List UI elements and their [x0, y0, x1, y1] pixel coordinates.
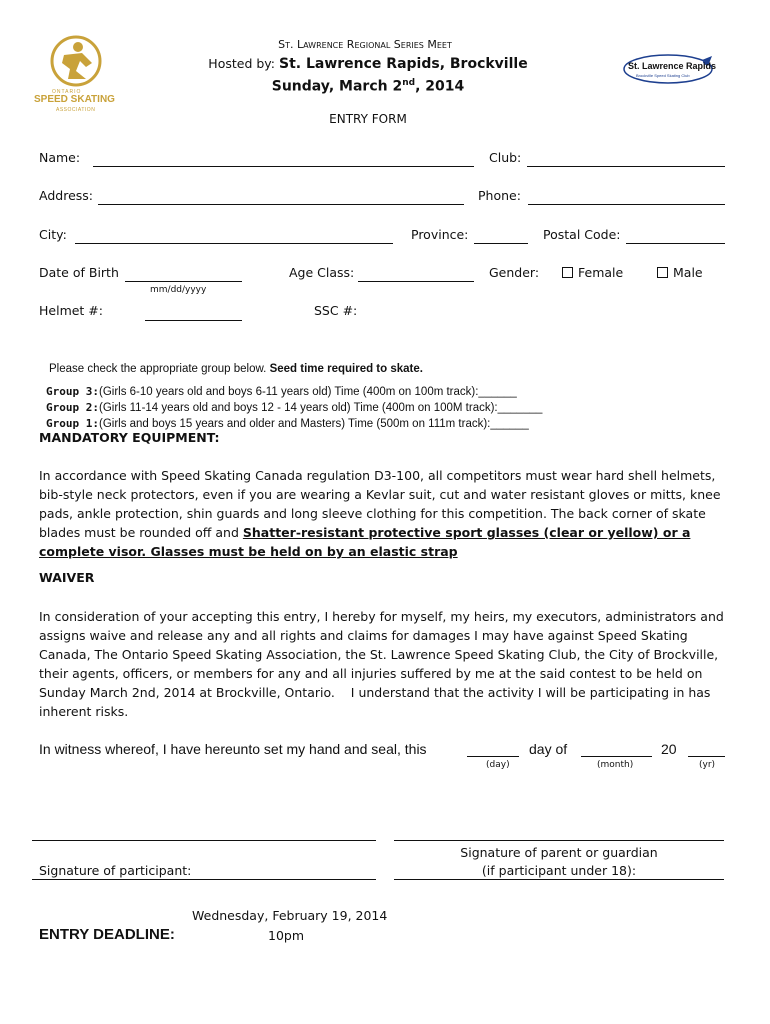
age-class-field[interactable] [358, 281, 474, 282]
group-intro [49, 363, 423, 375]
city-label: City: [39, 227, 67, 242]
witness-day-of: day of [529, 741, 568, 757]
name-label: Name: [39, 150, 81, 165]
parent-signature-field[interactable] [394, 879, 724, 880]
event-date-main: Sunday, March 2 [271, 78, 403, 95]
ossa-logo-main-text: SPEED SKATING [34, 94, 115, 105]
ossa-logo-top-text: ONTARIO [52, 89, 82, 95]
male-label: Male [673, 265, 703, 280]
series-title: St. Lawrence Regional Series Meet [278, 38, 452, 51]
form-title: ENTRY FORM [329, 112, 407, 126]
witness-year-prefix: 20 [661, 741, 677, 757]
group-text: (Girls and boys 15 years and older and Masters) Time (500m on 111m track):______ [98, 418, 529, 430]
female-checkbox[interactable] [562, 267, 573, 278]
group-1-row [46, 412, 529, 431]
club-field[interactable] [527, 166, 725, 167]
participant-signature-field[interactable] [32, 879, 376, 880]
deadline-label: ENTRY DEADLINE: [39, 926, 175, 943]
ossa-logo-sub-text: ASSOCIATION [56, 107, 96, 113]
male-option[interactable] [657, 265, 703, 280]
female-label: Female [578, 265, 624, 280]
phone-field[interactable] [528, 204, 725, 205]
equipment-heading: MANDATORY EQUIPMENT: [39, 430, 220, 445]
group-intro-bold: Seed time required to skate. [269, 363, 423, 375]
female-option[interactable] [562, 265, 623, 280]
parent-signature-top-line [394, 840, 724, 841]
hosted-by-line [0, 56, 736, 72]
witness-year-field[interactable] [688, 756, 725, 757]
rapids-logo-small-text: Brockville Speed Skating Club [636, 73, 690, 78]
host-name: St. Lawrence Rapids, Brockville [278, 56, 528, 72]
witness-day-field[interactable] [467, 756, 519, 757]
dob-hint: mm/dd/yyyy [150, 285, 207, 295]
group-text: (Girls 6-10 years old and boys 6-11 years old) Time (400m on 100m track):______ [98, 386, 517, 398]
dob-label: Date of Birth [39, 265, 119, 280]
witness-month-field[interactable] [581, 756, 652, 757]
group-text: (Girls 11-14 years old and boys 12 - 14 years old) Time (400m on 100M track):_______ [98, 402, 543, 414]
group-code: Group 2: [46, 401, 99, 414]
gender-label: Gender: [489, 265, 540, 280]
group-code: Group 1: [46, 417, 99, 430]
participant-signature-top-line [32, 840, 376, 841]
event-date-tail: , 2014 [415, 78, 465, 95]
parent-signature-label-2: (if participant under 18): [481, 863, 637, 878]
postal-code-field[interactable] [626, 243, 725, 244]
city-field[interactable] [75, 243, 393, 244]
province-label: Province: [411, 227, 469, 242]
province-field[interactable] [474, 243, 528, 244]
postal-code-label: Postal Code: [543, 227, 621, 242]
name-field[interactable] [93, 166, 474, 167]
year-hint: (yr) [699, 760, 716, 770]
month-hint: (month) [597, 760, 634, 770]
age-class-label: Age Class: [289, 265, 355, 280]
address-label: Address: [39, 188, 93, 203]
club-label: Club: [489, 150, 522, 165]
rapids-logo-text: St. Lawrence Rapids [628, 61, 717, 71]
group-intro-text: Please check the appropriate group below. [49, 363, 267, 375]
phone-label: Phone: [478, 188, 521, 203]
helmet-field[interactable] [145, 320, 242, 321]
hosted-by-prefix: Hosted by: [208, 56, 275, 71]
dob-field[interactable] [125, 281, 242, 282]
male-checkbox[interactable] [657, 267, 668, 278]
address-field[interactable] [98, 204, 464, 205]
day-hint: (day) [486, 760, 510, 770]
event-date [0, 78, 736, 95]
helmet-label: Helmet #: [39, 303, 103, 318]
waiver-heading: WAIVER [39, 570, 95, 585]
equipment-body: In accordance with Speed Skating Canada regulation D3-100, all competitors must wear hard shell helmets, bib-style neck protectors, even if you are wearing a Kevlar suit, cut and water resistant gloves or mitts, knee pads, ankle protection, shin guards and long sleeve clothing for this competition. The back corner of skate blades must be rounded off and [39, 468, 721, 540]
parent-signature-label-1: Signature of parent or guardian [460, 845, 658, 860]
equipment-paragraph [39, 466, 729, 561]
group-code: Group 3: [46, 385, 99, 398]
waiver-paragraph: In consideration of your accepting this entry, I hereby for myself, my heirs, my executors, administrators and assigns waive and release any and all rights and claims for damages I may have against Speed Skating Canada, The Ontario Speed Skating Association, the St. Lawrence Speed Skating Club, the City of Brockville, their agents, officers, or members for any and all injuries suffered by me at the said contest to be held on Sunday March 2nd, 2014 at Brockville, Ontario. I understand that the activity I will be participating in has inherent risks. [39, 609, 728, 719]
participant-signature-label: Signature of participant: [39, 863, 192, 878]
equipment-body-bold: Shatter-resistant protective sport glasses (clear or yellow) or a complete visor. Glasses must be held on by an elastic strap [39, 525, 691, 559]
witness-text: In witness whereof, I have hereunto set my hand and seal, this [39, 741, 427, 757]
event-date-sup: nd [402, 78, 416, 88]
deadline-date: Wednesday, February 19, 2014 [192, 908, 388, 923]
ssc-label: SSC #: [314, 303, 358, 318]
deadline-time: 10pm [268, 928, 305, 943]
